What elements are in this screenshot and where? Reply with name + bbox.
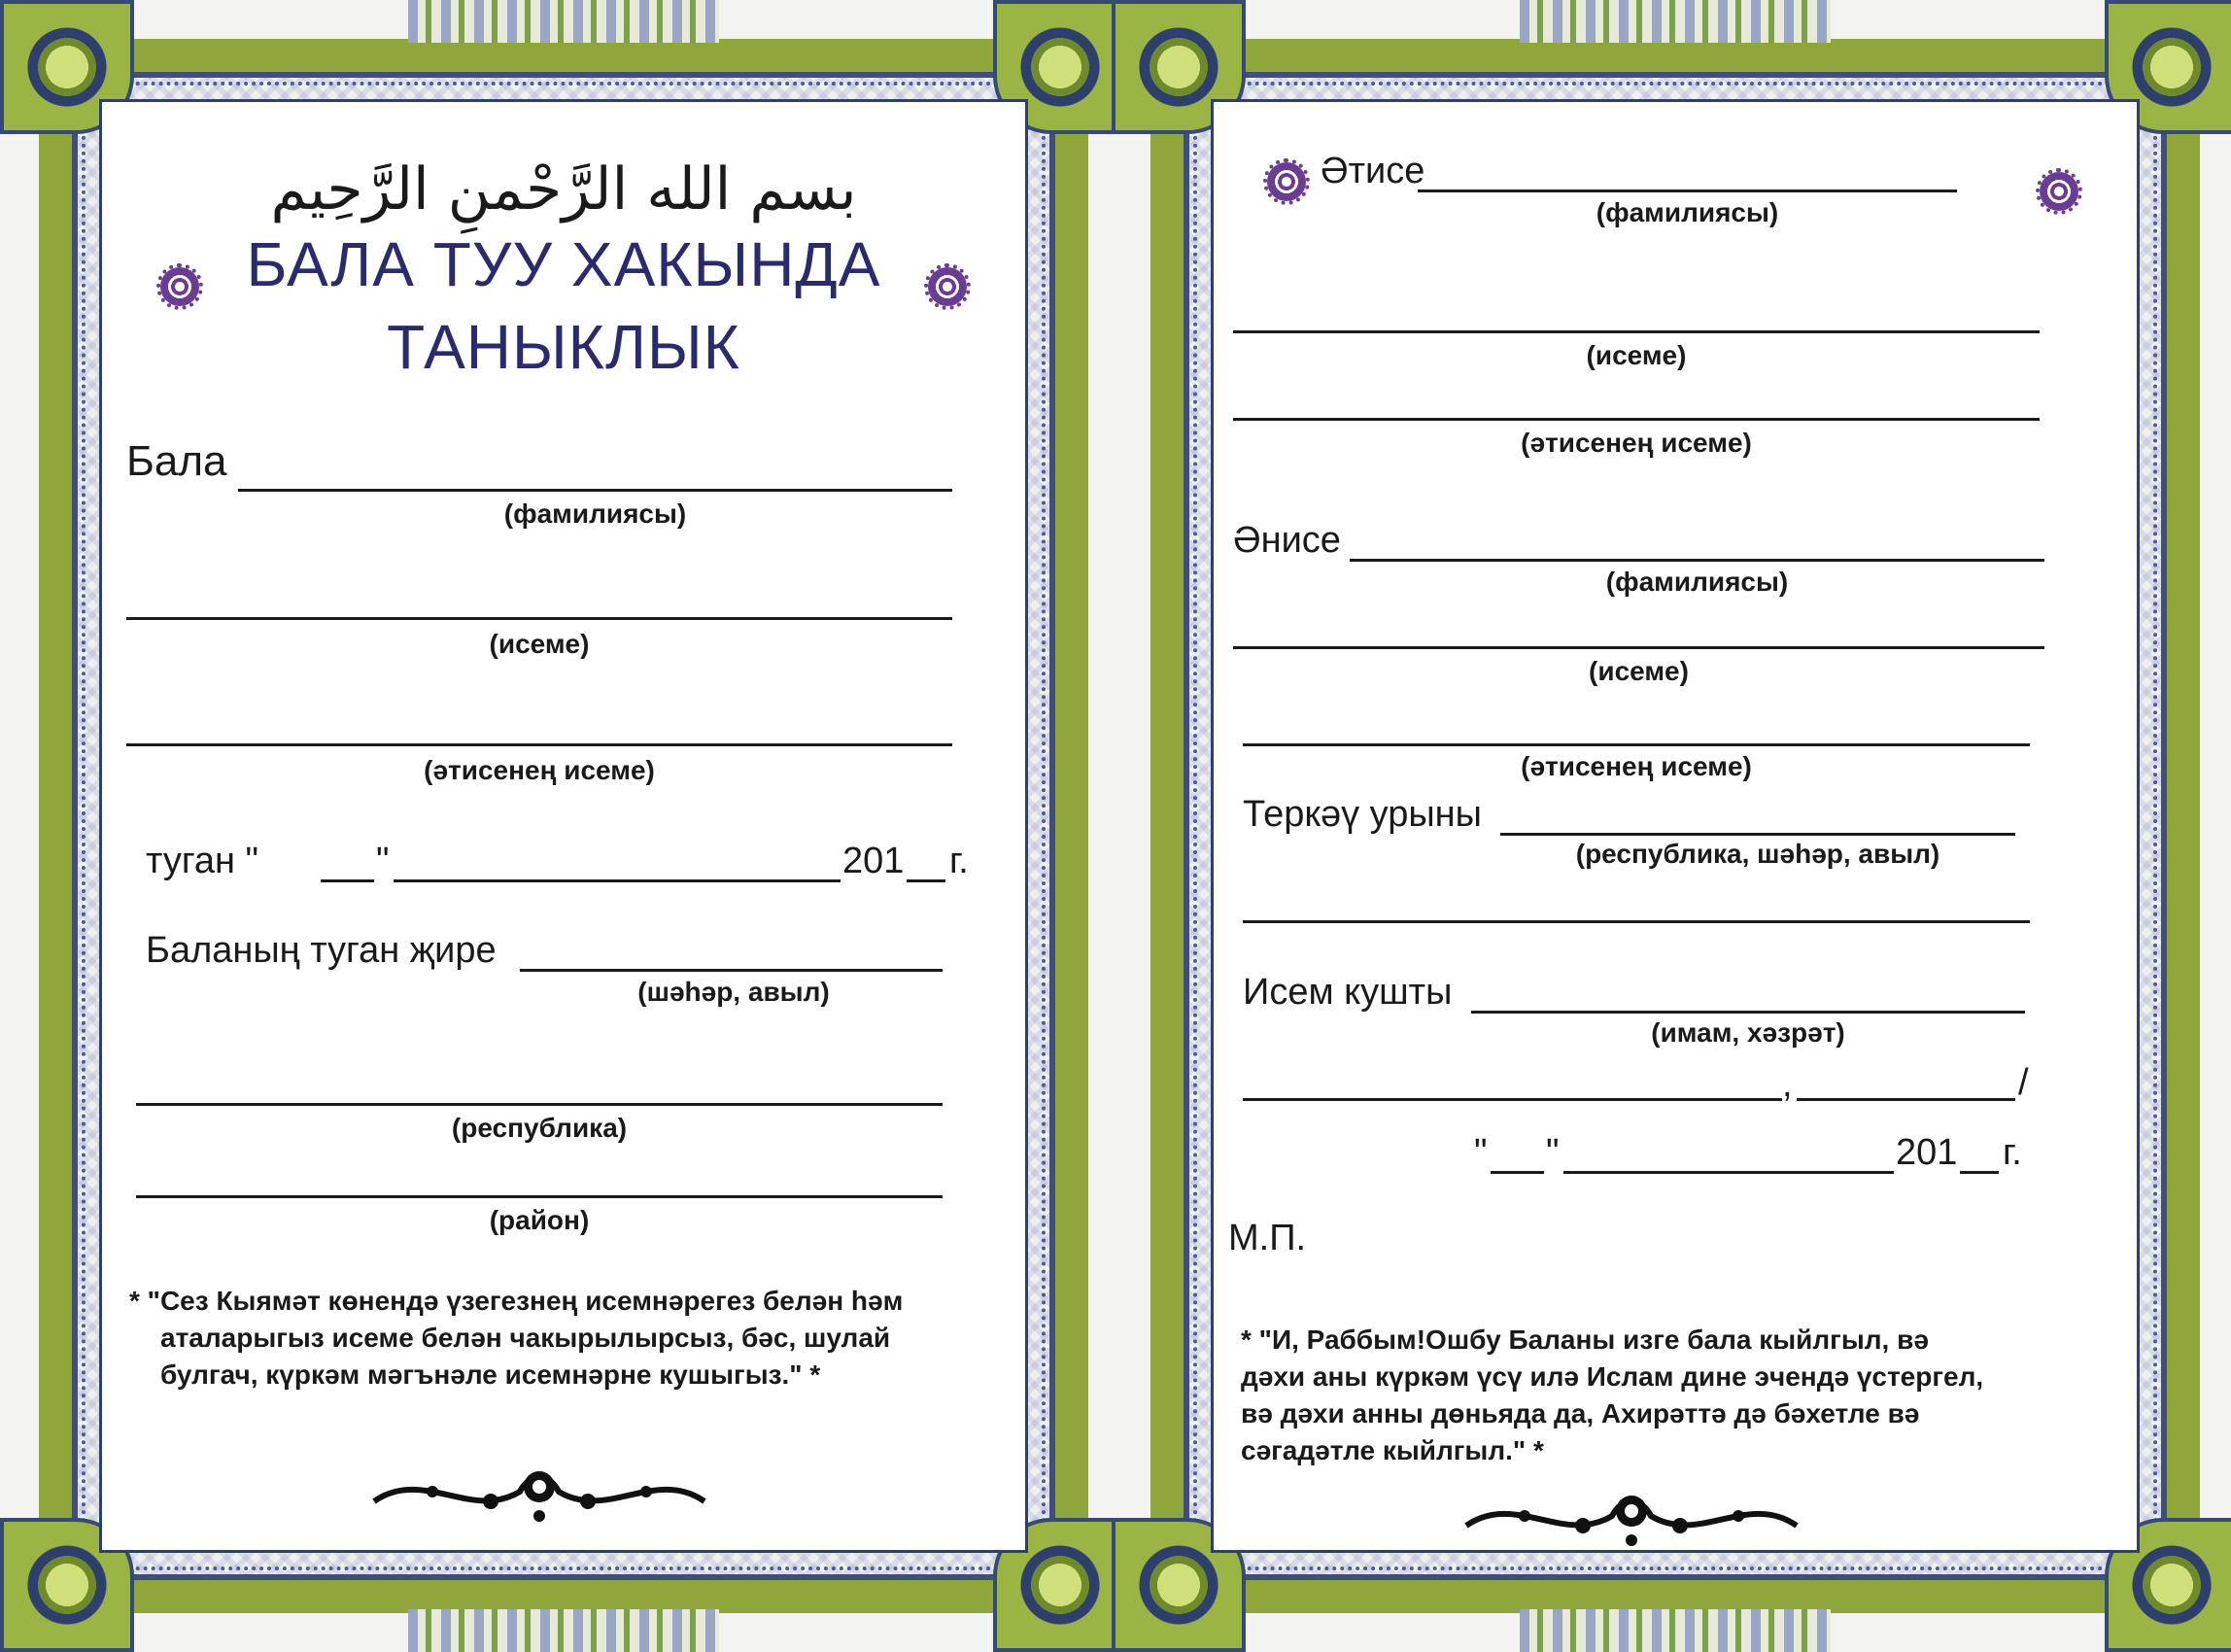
- father-surname-caption: (фамилиясы): [1596, 197, 1779, 227]
- mother-label: Әнисе: [1233, 520, 1341, 561]
- father-patronymic-line[interactable]: [1233, 418, 2040, 421]
- namer-line[interactable]: [1471, 1011, 2025, 1014]
- basmala: بسم الله الرَّحْمنِ الرَّحِيم: [270, 155, 857, 224]
- birthplace-district-line[interactable]: [136, 1195, 943, 1198]
- namer-signature-line-2[interactable]: [1797, 1098, 2015, 1101]
- district-caption: (район): [489, 1205, 590, 1235]
- hadith-note-line3: булгач, күркәм мәгънәле исемнәрне кушыгыз." *: [160, 1359, 821, 1390]
- certificate-title-line1: БАЛА ТУУ ХАКЫНДА: [246, 229, 881, 299]
- father-surname-line[interactable]: [1418, 189, 1957, 192]
- hadith-note-line1: * "Сез Кыямәт көнендә үзегезнең исемнәрегез белән һәм: [129, 1286, 904, 1316]
- prayer-line1: * "И, Раббым!Ошбу Баланы изге бала кыйлгыл, вә: [1241, 1325, 1929, 1355]
- father-label: Әтисе: [1321, 151, 1425, 191]
- namer-caption: (имам, хәзрәт): [1651, 1017, 1845, 1048]
- prayer-line2: дәхи аны күркәм үсү илә Ислам дине эчендә үстергел,: [1241, 1361, 1984, 1392]
- father-patronymic-caption: (әтисенең исеме): [1521, 428, 1752, 458]
- date-day-line[interactable]: [1491, 1171, 1544, 1174]
- born-year-suffix: г.: [949, 841, 969, 881]
- border-ornament-band: [1520, 1609, 1831, 1652]
- birthplace-label: Баланың туган җире: [146, 930, 497, 971]
- flourish-ornament: [364, 1458, 714, 1526]
- mother-patronymic-line[interactable]: [1243, 743, 2030, 746]
- prayer-line4: сәгадәтле кыйлгыл." *: [1241, 1435, 1544, 1465]
- registration-line[interactable]: [1500, 833, 2015, 836]
- flourish-ornament: [1457, 1482, 1806, 1550]
- father-name-line[interactable]: [1233, 330, 2040, 333]
- prayer-line3: вә дәхи анны дөньяда да, Ахирәттә дә бәхетле вә: [1241, 1398, 1920, 1428]
- registration-caption: (республика, шәһәр, авыл): [1575, 839, 1940, 869]
- child-surname-line[interactable]: [238, 489, 952, 492]
- date-year-suffix: г.: [2003, 1132, 2022, 1173]
- mother-patronymic-caption: (әтисенең исеме): [1521, 751, 1752, 781]
- hadith-note-line2: аталарыгыз исеме белән чакырылырсыз, бәс, шулай: [160, 1323, 891, 1353]
- mother-name-caption: (исеме): [1589, 656, 1689, 686]
- born-day-line[interactable]: [321, 879, 374, 882]
- seal-label: М.П.: [1228, 1218, 1307, 1258]
- certificate-right-page: [1150, 39, 2200, 1613]
- border-ornament-band: [408, 1609, 719, 1652]
- child-patronymic-line[interactable]: [126, 743, 952, 746]
- date-year-line[interactable]: [1960, 1171, 1999, 1174]
- republic-caption: (республика): [451, 1113, 628, 1143]
- signature-comma: ,: [1782, 1064, 1793, 1105]
- born-prefix: туган ": [146, 841, 259, 881]
- border-ornament-band: [1520, 0, 1831, 43]
- born-year-prefix: 201: [842, 841, 905, 881]
- date-quote-close: ": [1546, 1132, 1560, 1173]
- birthplace-city-line[interactable]: [520, 969, 943, 972]
- child-label: Бала: [126, 437, 227, 485]
- rosette-icon: [1267, 162, 1306, 201]
- mother-name-line[interactable]: [1233, 646, 2044, 649]
- certificate-left-page: [39, 39, 1088, 1613]
- born-month-line[interactable]: [394, 879, 841, 882]
- signature-slash: /: [2018, 1062, 2029, 1103]
- surname-caption: (фамилиясы): [503, 499, 687, 529]
- certificate-content: [99, 99, 1028, 1553]
- born-quote-close: ": [376, 841, 390, 881]
- namer-label: Исем кушты: [1243, 972, 1453, 1013]
- registration-label: Теркәү урыны: [1243, 794, 1482, 835]
- date-month-line[interactable]: [1563, 1171, 1894, 1174]
- namer-signature-line[interactable]: [1243, 1098, 1782, 1101]
- child-name-line[interactable]: [126, 617, 952, 620]
- mother-surname-line[interactable]: [1350, 559, 2044, 562]
- certificate-content: [1211, 99, 2140, 1553]
- date-quote-open: ": [1474, 1132, 1488, 1173]
- born-year-line[interactable]: [907, 879, 945, 882]
- father-name-caption: (исеме): [1586, 340, 1687, 370]
- patronymic-caption: (әтисенең исеме): [424, 755, 655, 785]
- date-year-prefix: 201: [1896, 1132, 1958, 1173]
- name-caption: (исеме): [489, 629, 590, 659]
- registration-line-2[interactable]: [1243, 920, 2030, 923]
- border-ornament-band: [408, 0, 719, 43]
- mother-surname-caption: (фамилиясы): [1605, 567, 1789, 597]
- city-caption: (шәһәр, авыл): [637, 977, 830, 1007]
- rosette-icon: [2040, 172, 2078, 211]
- birthplace-republic-line[interactable]: [136, 1103, 943, 1106]
- certificate-title-line2: ТАНЫКЛЫК: [387, 312, 740, 382]
